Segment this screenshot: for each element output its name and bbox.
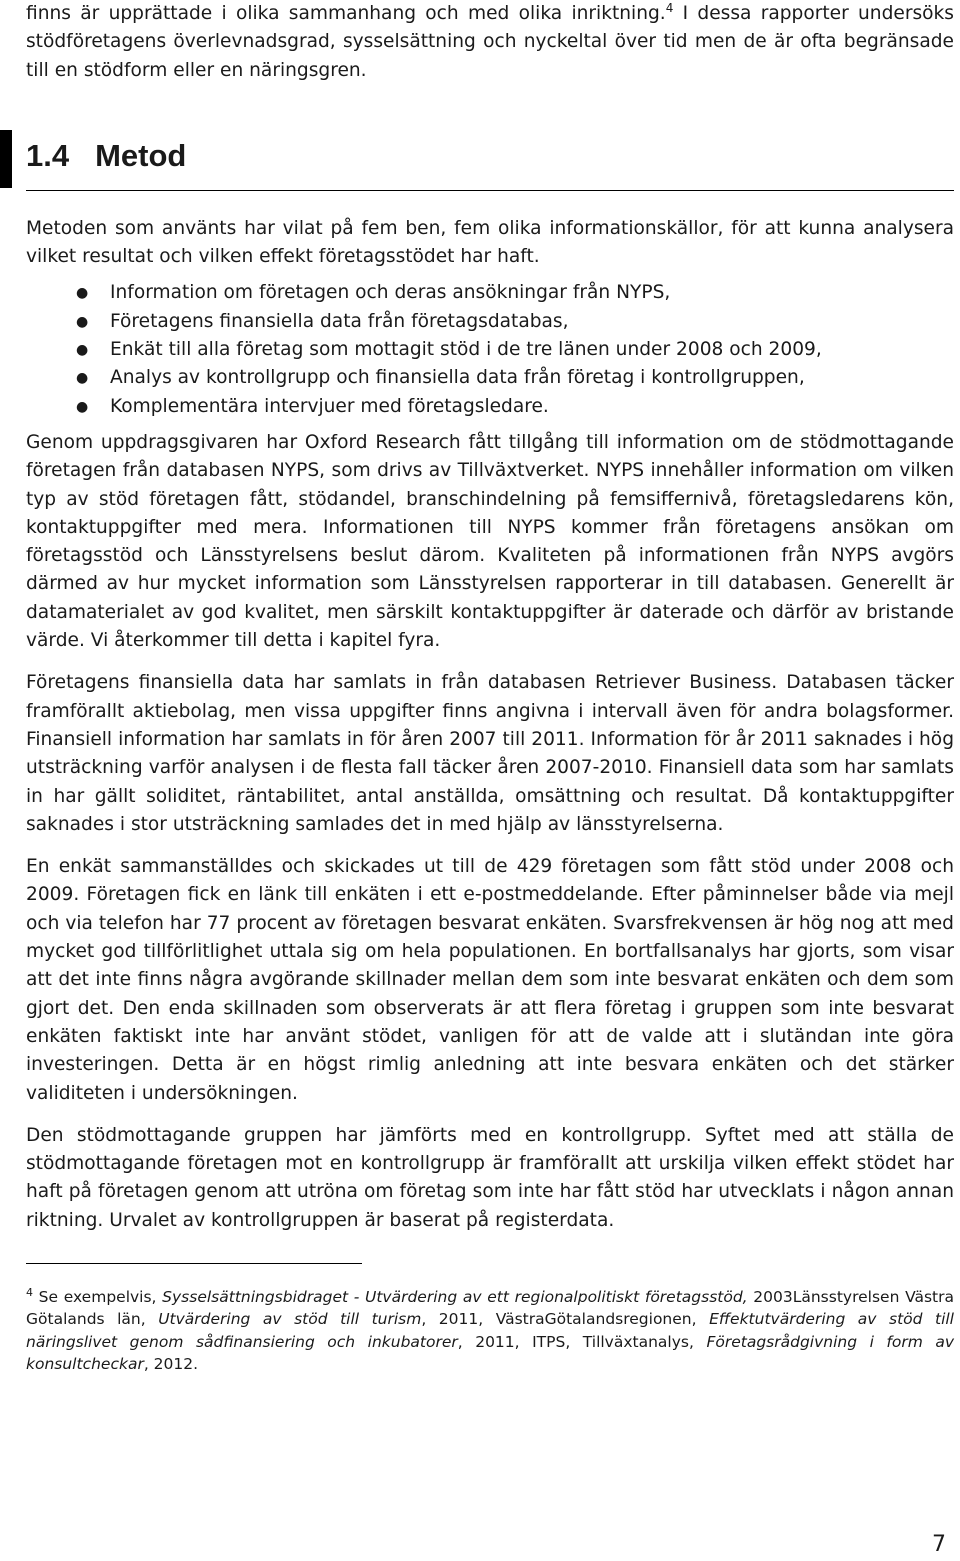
footnote xyxy=(26,1286,954,1376)
section-heading xyxy=(26,130,954,191)
footnote-text: Se exempelvis, xyxy=(33,1287,163,1306)
body-paragraph-control-group: Den stödmottagande gruppen har jämförts med en kontrollgrupp. Syftet med att ställa de stödmottagande företagen mot en kontrollgrupp är framförallt att urskilja vilken effekt stödet har haft på företagen genom att utröna om företag som inte har fått stöd har utvecklats i någon annan riktning. Urvalet av kontrollgruppen är baserat på registerdata. xyxy=(26,1124,954,1231)
section-number: 1.4 xyxy=(26,137,70,173)
footnote-divider xyxy=(26,1263,362,1264)
bullet-list xyxy=(26,279,954,420)
list-item-text: Analys av kontrollgrupp och finansiella data från företag i kontrollgruppen, xyxy=(110,367,805,389)
list-item-text: Enkät till alla företag som mottagit stöd i de tre länen under 2008 och 2009, xyxy=(110,339,822,361)
bullet-icon: ● xyxy=(76,285,89,302)
footnote-title: Företagsrådgivning i form av konsultcheckar xyxy=(26,1332,954,1374)
list-item-text: Information om företagen och deras ansökningar från NYPS, xyxy=(110,282,671,304)
footnote-title: Utvärdering av stöd till turism xyxy=(158,1310,422,1329)
footnote-text: , 2011, ITPS, Tillväxtanalys, xyxy=(457,1332,707,1351)
footnote-number: 4 xyxy=(26,1285,33,1299)
list-item xyxy=(26,336,954,364)
footnote-text: , 2011, VästraGötalandsregionen, xyxy=(421,1310,710,1329)
list-item-text: Företagens finansiella data från företagsdatabas, xyxy=(110,310,569,332)
intro-text: finns är upprättade i olika sammanhang och med olika inriktning. xyxy=(26,3,666,24)
bullet-icon: ● xyxy=(76,313,89,330)
intro-paragraph xyxy=(26,0,954,85)
document-page xyxy=(26,0,954,1376)
footnote-reference[interactable]: 4 xyxy=(665,0,674,15)
heading-marker-bar xyxy=(0,130,12,188)
body-paragraph-survey: En enkät sammanställdes och skickades ut till de 429 företagen som fått stöd under 2008 och 2009. Företagen fick en länk till enkäten i ett e-postmeddelande. Efter påminnelser både via mejl och via telefon har 77 procent av företagen besvarat enkäten. Svarsfrekvensen är hög nog att med mycket god tillförlitlighet uttala sig om hela populationen. En bortfallsanalys har gjorts, som visar att det inte finns några avgörande skillnader mellan dem som inte besvarat enkäten och dem som gjort det. Den enda skillnaden som observerats är att flera företag i gruppen som inte besvarat enkäten faktiskt inte har använt stödet, vanligen för att de valde att i slutändan inte göra investeringen. Detta är en högst rimlig anledning att inte besvara enkäten och det stärker validiteten i undersökningen. xyxy=(26,856,954,1104)
footnote-title: Effektutvärdering av stöd till näringslivet genom sådfinansiering och inkubatorer xyxy=(26,1310,954,1351)
bullet-icon: ● xyxy=(76,370,89,387)
bullet-icon: ● xyxy=(76,342,89,359)
body-paragraph-financial-data: Företagens finansiella data har samlats in från databasen Retriever Business. Databasen täcker framförallt aktiebolag, men vissa uppgifter finns angivna i intervall även för andra bolagsformer. Finansiell information har samlats in för åren 2007 till 2011. Information för år 2011 saknades i hög utsträckning varför analysen i de flesta fall täcker åren 2007-2010. Finansiell data som har samlats in har gällt soliditet, räntabilitet, antal anställda, omsättning och resultat. Då kontaktuppgifter saknades i stor utsträckning samlades det in med hjälp av länsstyrelserna. xyxy=(26,672,954,835)
list-item-text: Komplementära intervjuer med företagsledare. xyxy=(110,395,549,417)
heading-text xyxy=(26,136,186,176)
page-number: 7 xyxy=(932,1532,946,1557)
section-title: Metod xyxy=(95,137,187,173)
body-paragraph-nyps: Genom uppdragsgivaren har Oxford Research fått tillgång till information om de stödmottagande företagen från databasen NYPS, som drivs av Tillväxtverket. NYPS innehåller information om vilken typ av stöd företagen fått, stödandel, branschindelning på femsiffernivå, företagsledarens kön, kontaktuppgifter med mera. Informationen till NYPS kommer från företagens ansökan om företagsstöd och Länsstyrelsens beslut därom. Kvaliteten på informationen från NYPS avgörs därmed av hur mycket information som Länsstyrelsen rapporterar in till databasen. Generellt är datamaterialet av god kvalitet, men särskilt kontaktuppgifter är daterade och därför av bristande värde. Vi återkommer till detta i kapitel fyra. xyxy=(26,431,954,652)
list-item xyxy=(26,308,954,336)
method-intro-paragraph: Metoden som använts har vilat på fem ben, fem olika informationskällor, för att kunna analysera vilket resultat och vilken effekt företagsstödet har haft. xyxy=(26,217,954,268)
list-item xyxy=(26,364,954,392)
bullet-icon: ● xyxy=(76,398,89,415)
footnote-text: , 2012. xyxy=(143,1355,199,1374)
footnote-title: Sysselsättningsbidraget - Utvärdering av ett regionalpolitiskt företagsstöd, xyxy=(162,1287,748,1306)
footnote-text: 2003Länsstyrelsen Västra Götalands län, xyxy=(26,1287,954,1329)
intro-text-continued: I dessa rapporter undersöks stödföretagens överlevnadsgrad, sysselsättning och nyckeltal över tid men de är ofta begränsade till en stödform eller en näringsgren. xyxy=(26,3,954,81)
list-item xyxy=(26,393,954,421)
list-item xyxy=(26,279,954,307)
